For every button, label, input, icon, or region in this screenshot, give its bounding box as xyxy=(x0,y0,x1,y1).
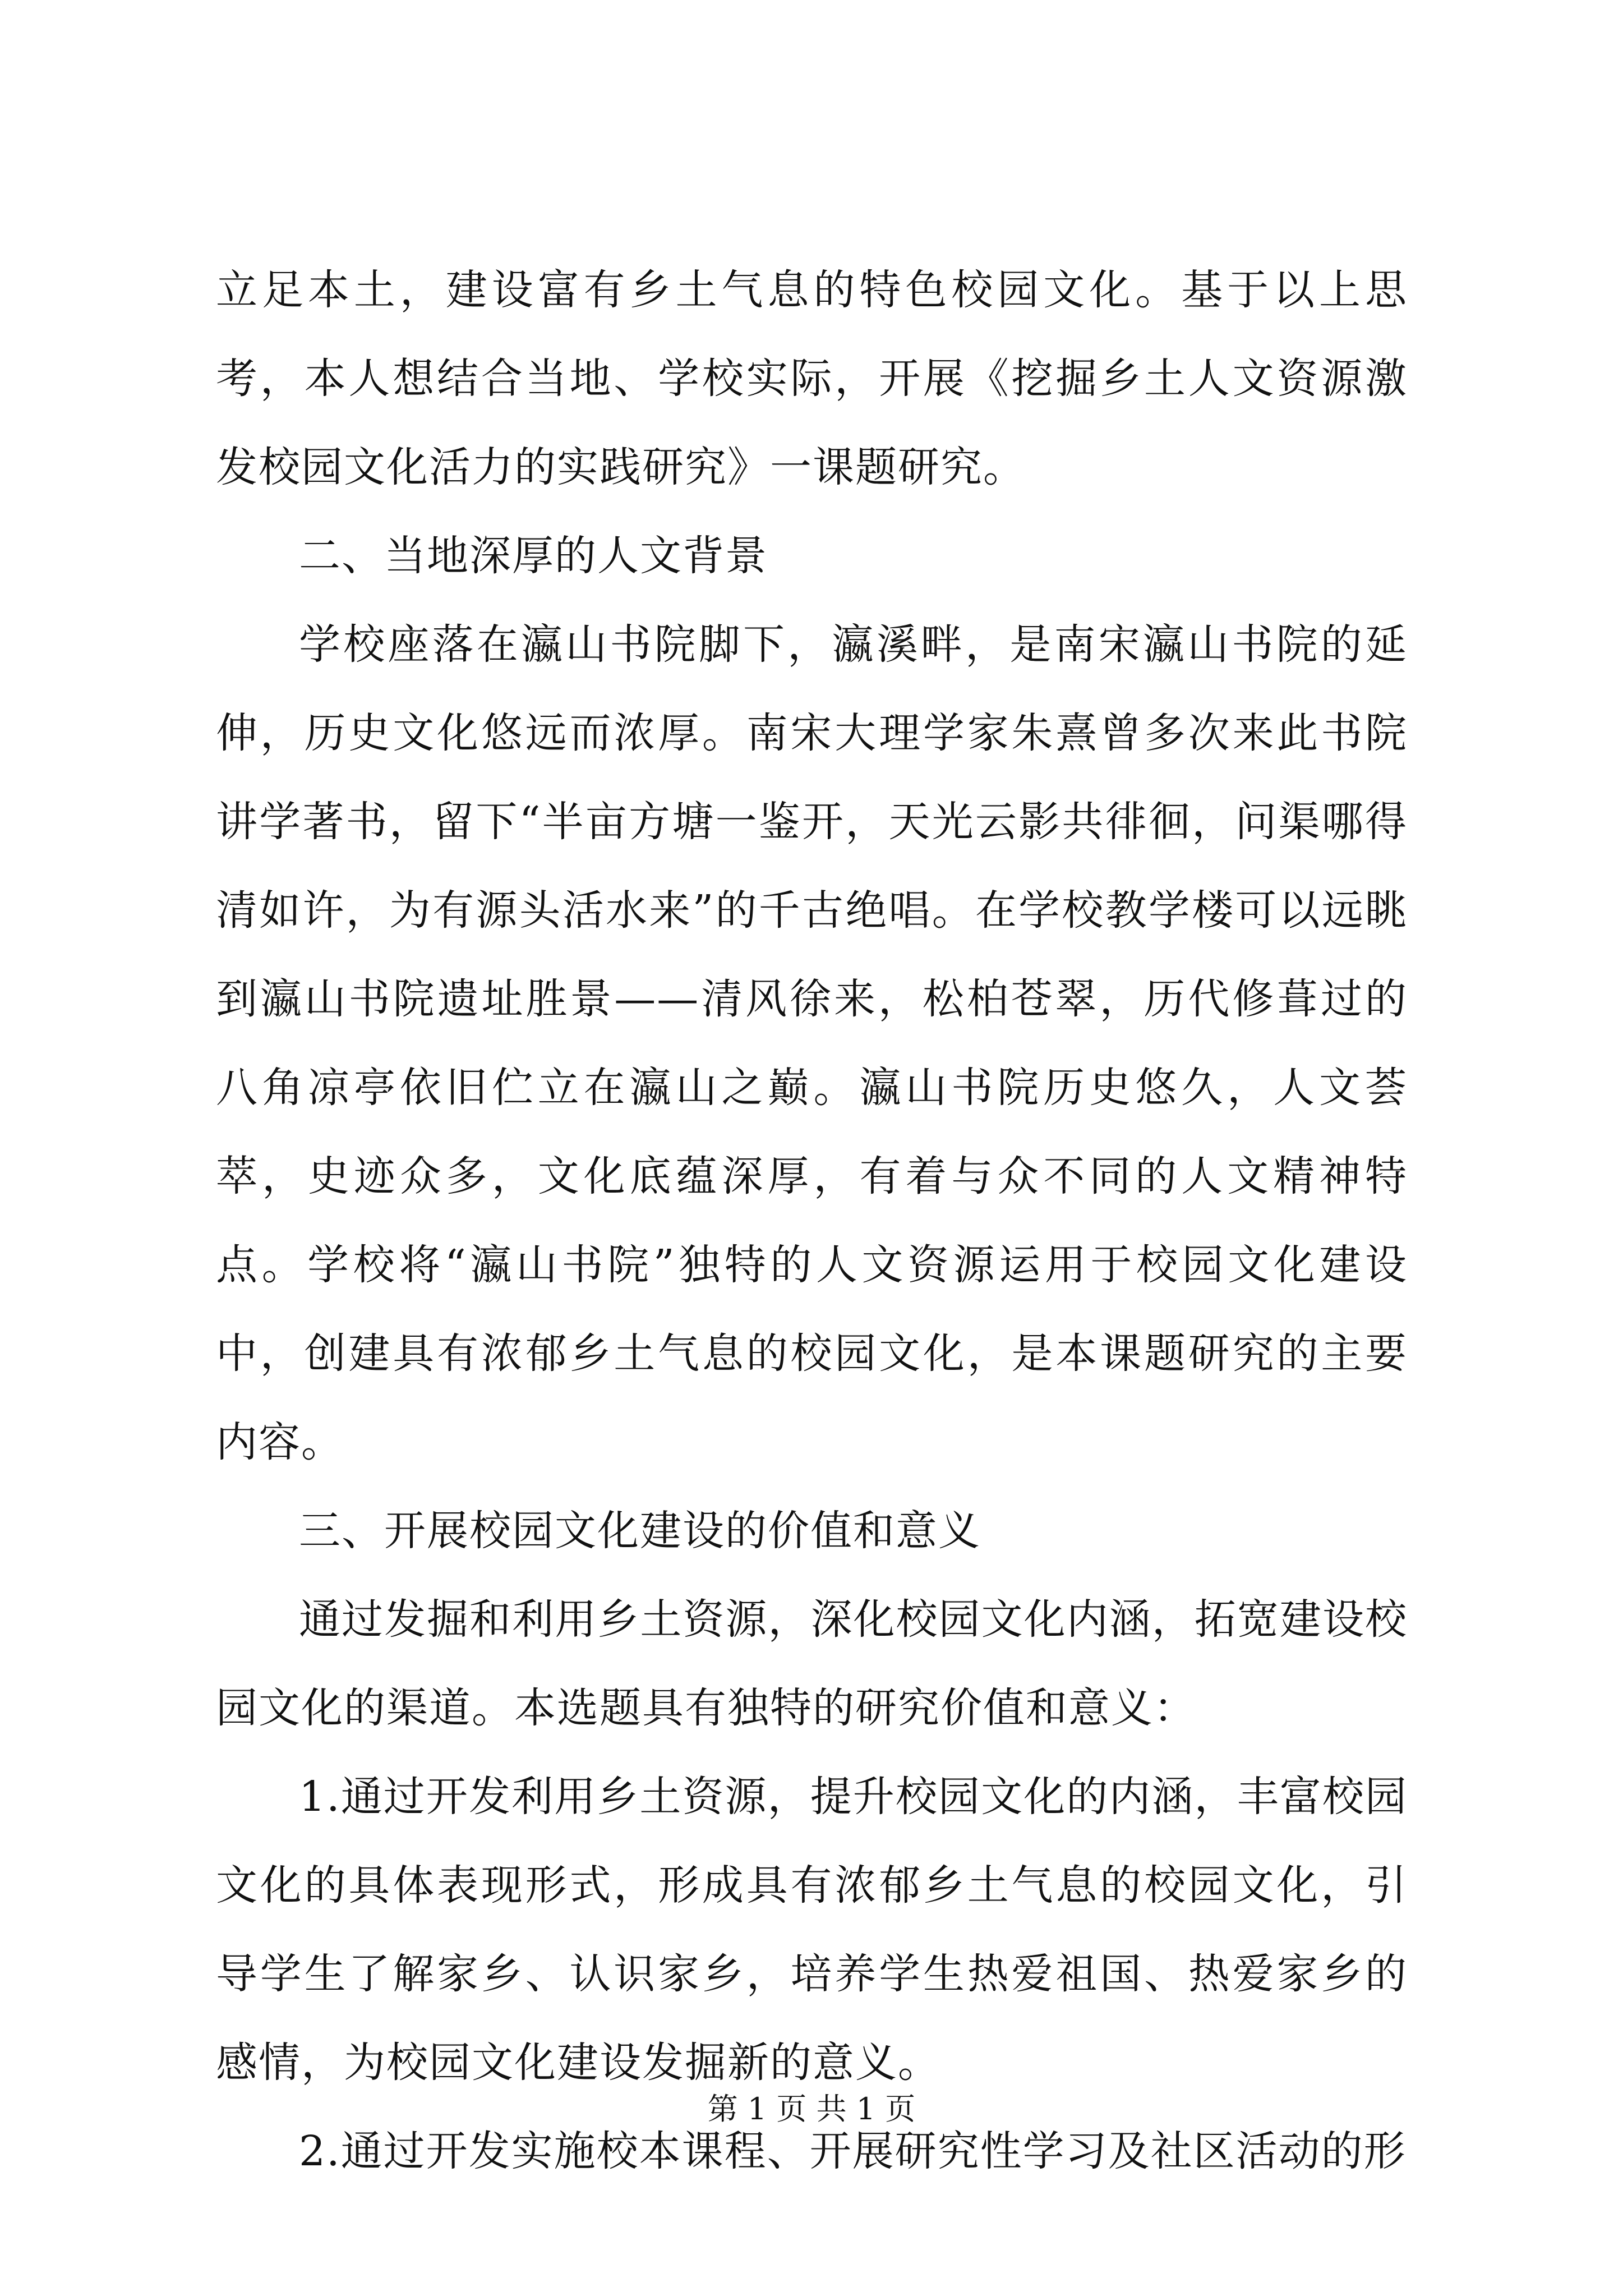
paragraph-intro-continuation: 立足本土，建设富有乡土气息的特色校园文化。基于以上思考，本人想结合当地、学校实际，开展《挖掘乡土人文资源激发校园文化活力的实践研究》一课题研究。 xyxy=(216,266,1408,491)
section-heading-2: 二、当地深厚的人文背景 xyxy=(299,532,768,580)
paragraph-value-intro: 通过发掘和利用乡土资源，深化校园文化内涵，拓宽建设校园文化的渠道。本选题具有独特的研究价值和意义： xyxy=(216,1595,1408,1732)
page-footer xyxy=(0,2090,1623,2129)
paragraph-value-item-2: 2.通过开发实施校本课程、开展研究性学习及社区活动的形 xyxy=(299,2127,1407,2175)
paragraph-value-item-1: 1.通过开发利用乡土资源，提升校园文化的内涵，丰富校园文化的具体表现形式，形成具有浓郁乡土气息的校园文化，引导学生了解家乡、认识家乡，培养学生热爱祖国、热爱家乡的感情，为校园文化建设发掘新的意义。 xyxy=(216,1773,1408,2087)
paragraph-background: 学校座落在瀛山书院脚下，瀛溪畔，是南宋瀛山书院的延伸，历史文化悠远而浓厚。南宋大理学家朱熹曾多次来此书院讲学著书，留下“半亩方塘一鉴开，天光云影共徘徊，问渠哪得清如许，为有源头活水来”的千古绝唱。在学校教学楼可以远眺到瀛山书院遗址胜景——清风徐来，松柏苍翠，历代修葺过的八角凉亭依旧伫立在瀛山之巅。瀛山书院历史悠久，人文荟萃，史迹众多，文化底蕴深厚，有着与众不同的人文精神特点。学校将“瀛山书院”独特的人文资源运用于校园文化建设中，创建具有浓郁乡土气息的校园文化，是本课题研究的主要内容。 xyxy=(216,620,1408,1466)
page-number-label: 第 1 页 共 1 页 xyxy=(707,2091,916,2127)
section-heading-3: 三、开展校园文化建设的价值和意义 xyxy=(299,1507,981,1555)
document-body xyxy=(216,246,1408,2196)
